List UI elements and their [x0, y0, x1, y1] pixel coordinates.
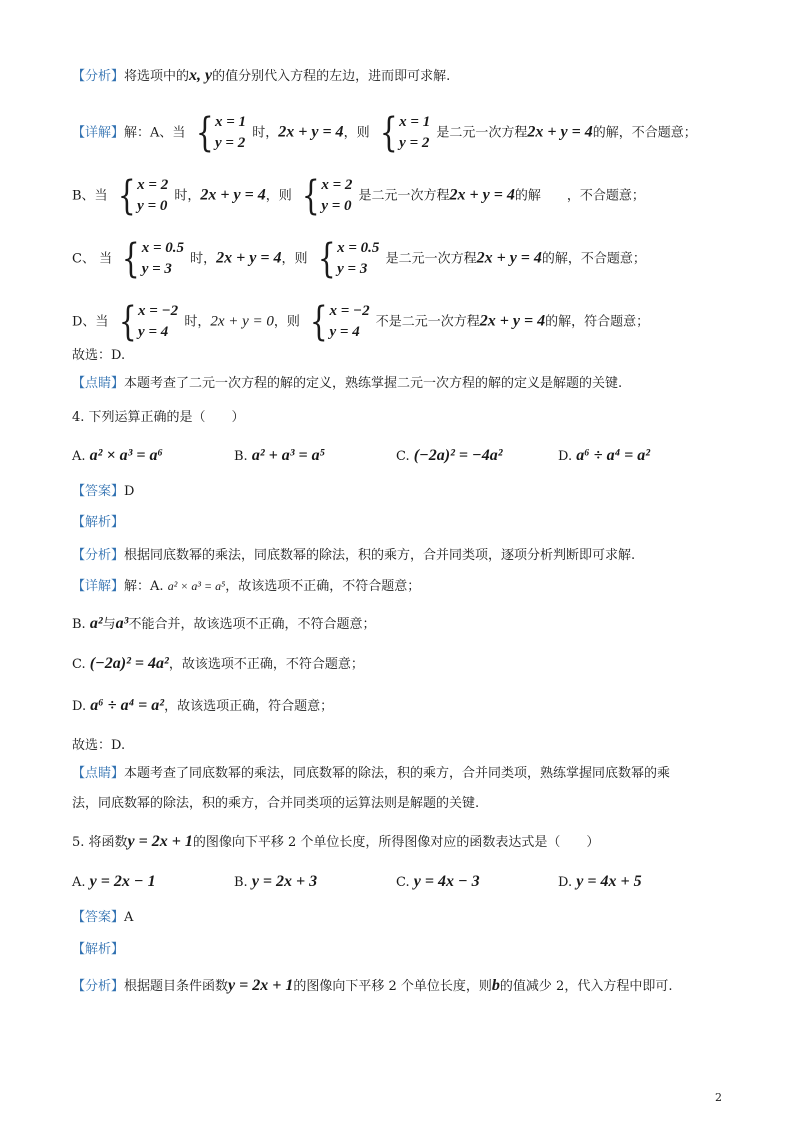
- q4-choice: 故选：D.: [72, 738, 126, 753]
- equation-system: { x = 0.5 y = 3: [122, 236, 184, 282]
- analysis-tag: 【分析】: [72, 69, 125, 84]
- option-b: B. a² + a³ = a⁵: [234, 447, 326, 464]
- option-b: B. y = 2x + 3: [234, 873, 318, 890]
- q3-detail-d: D、当 { x = −2 y = 4 时，2x + y = 0，则 { x = −2 y = 4 不是二元一次方程2x + y = 4的解，符合题意；: [72, 299, 650, 345]
- option-a: A. y = 2x − 1: [72, 873, 156, 890]
- equation-system: { x = −2 y = 4: [118, 299, 179, 345]
- equation-system: { x = 2 y = 0: [117, 173, 169, 219]
- q4-explain-tag: 【解析】: [72, 515, 125, 530]
- q4-comment-cont: 法，同底数幂的除法，积的乘方，合并同类项的运算法则是解题的关键.: [72, 796, 480, 811]
- q3-detail-a: 【详解】解：A、当 { x = 1 y = 2 时，2x + y = 4，则 { x = 1 y = 2 是二元一次方程2x + y = 4的解，不合题意；: [72, 110, 697, 156]
- q4-detail-a: 【详解】解：A. a² × a³ = a⁵，故该选项不正确，不符合题意；: [72, 579, 421, 594]
- option-c: C. y = 4x − 3: [396, 873, 480, 890]
- equation-system: { x = 1 y = 2: [195, 110, 247, 156]
- q4-detail-b: B. a²与a³不能合并，故该选项不正确，不符合题意；: [72, 615, 376, 632]
- equation-system: { x = 0.5 y = 3: [317, 236, 380, 282]
- q3-detail-b: B、当 { x = 2 y = 0 时，2x + y = 4，则 { x = 2 y = 0 是二元一次方程2x + y = 4的解 ，不合题意；: [72, 173, 645, 219]
- q4-detail-c: C. (−2a)² = 4a²，故该选项不正确，不符合题意；: [72, 655, 364, 672]
- option-d: D. a⁶ ÷ a⁴ = a²: [558, 447, 651, 464]
- q4-analysis: 【分析】根据同底数幂的乘法，同底数幂的除法，积的乘方，合并同类项，逐项分析判断即可求解.: [72, 548, 636, 563]
- page-number: 2: [715, 1091, 722, 1104]
- q5-analysis: 【分析】根据题目条件函数y = 2x + 1的图像向下平移 2 个单位长度，则b的值减少 2，代入方程中即可.: [72, 977, 673, 994]
- q4-stem: 4. 下列运算正确的是（ ）: [72, 410, 245, 425]
- q5-explain-tag: 【解析】: [72, 942, 125, 957]
- q3-choice: 故选：D.: [72, 348, 126, 363]
- q5-options: [72, 872, 754, 896]
- detail-tag: 【详解】: [72, 125, 125, 141]
- q4-comment: 【点睛】本题考查了同底数幂的乘法，同底数幂的除法，积的乘方，合并同类项，熟练掌握同底数幂的乘: [72, 766, 671, 781]
- q3-analysis-line: 【分析】将选项中的x, y的值分别代入方程的左边，进而即可求解.: [72, 67, 451, 84]
- q4-detail-d: D. a⁶ ÷ a⁴ = a²，故该选项正确，符合题意；: [72, 697, 334, 714]
- equation-system: { x = 2 y = 0: [301, 173, 353, 219]
- q5-answer: 【答案】A: [72, 910, 134, 925]
- option-a: A. a² × a³ = a⁶: [72, 447, 164, 464]
- equation-system: { x = −2 y = 4: [309, 299, 370, 345]
- q5-stem: 5. 将函数y = 2x + 1的图像向下平移 2 个单位长度，所得图像对应的函数表达式是（ ）: [72, 833, 600, 850]
- q3-comment: 【点睛】本题考查了二元一次方程的解的定义，熟练掌握二元一次方程的解的定义是解题的关键.: [72, 376, 623, 391]
- q4-options: [72, 446, 754, 470]
- option-d: D. y = 4x + 5: [558, 873, 642, 890]
- q3-detail-c: C、 当 { x = 0.5 y = 3 时，2x + y = 4，则 { x = 0.5 y = 3 是二元一次方程2x + y = 4的解，不合题意；: [72, 236, 646, 282]
- equation-system: { x = 1 y = 2: [379, 110, 431, 156]
- option-c: C. (−2a)² = −4a²: [396, 447, 503, 464]
- q4-answer: 【答案】D: [72, 484, 135, 499]
